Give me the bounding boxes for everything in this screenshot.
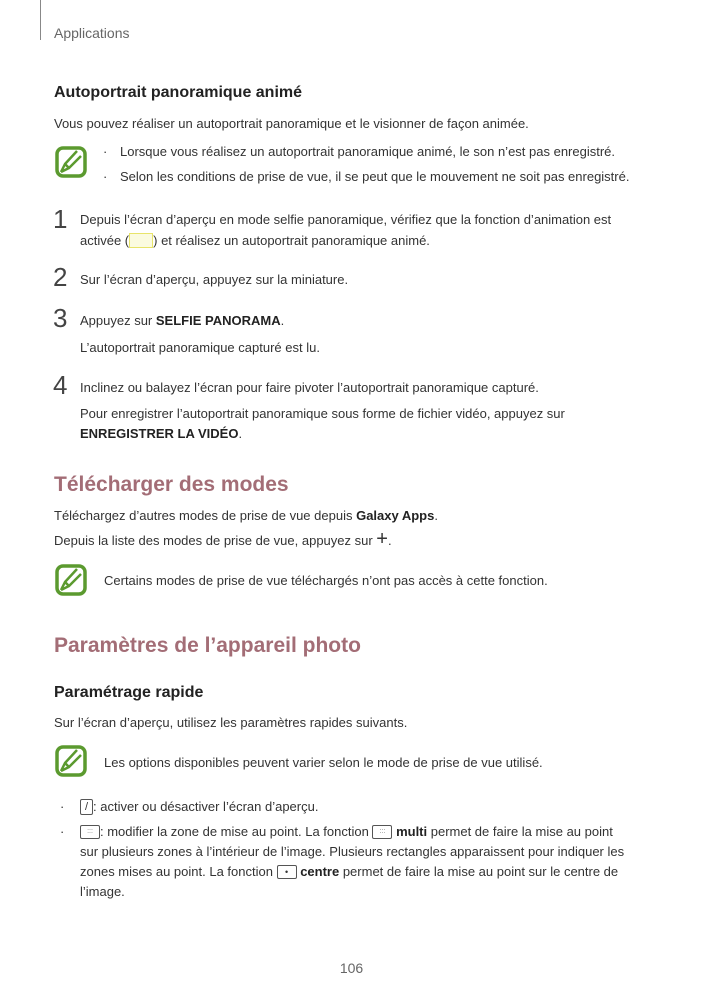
- note-pen-icon: [55, 745, 87, 777]
- header-divider: [40, 0, 41, 40]
- section-title-autoportrait: Autoportrait panoramique animé: [54, 84, 303, 101]
- preview-toggle-icon: /: [80, 799, 93, 815]
- list-item: · ::: : modifier la zone de mise au point. La fonction ::: multi permet de faire la mise au point: [60, 824, 613, 839]
- step-text: Sur l’écran d’aperçu, appuyez sur la miniature.: [80, 272, 349, 287]
- note-item: · Selon les conditions de prise de vue, il se peut que le mouvement ne soit pas enregistré.: [103, 169, 630, 184]
- step-text: Appuyez sur SELFIE PANORAMA.: [80, 313, 285, 328]
- step-number: 3: [53, 303, 68, 333]
- page-number: 106: [339, 960, 364, 976]
- list-item-continued: zones mises au point. La fonction • centre permet de faire la mise au point sur le centre de: [80, 864, 619, 879]
- center-focus-icon: •: [277, 865, 297, 879]
- section-title-telecharger: Télécharger des modes: [54, 473, 289, 496]
- note-pen-icon: [55, 146, 87, 178]
- paragraph: Téléchargez d’autres modes de prise de vue depuis Galaxy Apps.: [54, 508, 438, 523]
- paragraph: Depuis la liste des modes de prise de vue, appuyez sur +.: [54, 528, 392, 550]
- list-item: · / : activer ou désactiver l’écran d’aperçu.: [60, 799, 319, 814]
- multi-focus-icon: :::: [372, 825, 392, 839]
- step-text: Depuis l’écran d’aperçu en mode selfie panoramique, vérifiez que la fonction d’animation est: [80, 212, 612, 227]
- step-number: 4: [53, 370, 68, 400]
- list-item-continued: l’image.: [80, 884, 125, 899]
- note-pen-icon: [55, 564, 87, 596]
- step-number: 2: [53, 262, 68, 292]
- step-number: 1: [53, 204, 68, 234]
- motion-panorama-icon: [129, 233, 153, 248]
- note-text: Selon les conditions de prise de vue, il se peut que le mouvement ne soit pas enregistré.: [120, 169, 630, 184]
- note-text: Les options disponibles peuvent varier selon le mode de prise de vue utilisé.: [104, 755, 543, 770]
- section-header: Applications: [54, 25, 130, 41]
- step-subtext: L’autoportrait panoramique capturé est lu.: [80, 340, 320, 355]
- step-subtext: Pour enregistrer l’autoportrait panoramique sous forme de fichier vidéo, appuyez sur: [80, 406, 565, 421]
- focus-area-icon: :::: [80, 825, 100, 839]
- step-subtext: ENREGISTRER LA VIDÉO.: [80, 426, 243, 441]
- paragraph: Sur l’écran d’aperçu, utilisez les paramètres rapides suivants.: [54, 715, 408, 730]
- note-text: Lorsque vous réalisez un autoportrait panoramique animé, le son n’est pas enregistré.: [120, 144, 616, 159]
- step-text: Inclinez ou balayez l’écran pour faire pivoter l’autoportrait panoramique capturé.: [80, 380, 539, 395]
- list-item-continued: sur plusieurs zones à l’intérieur de l’image. Plusieurs rectangles apparaissent pour indiquer les: [80, 844, 625, 859]
- note-item: · Lorsque vous réalisez un autoportrait panoramique animé, le son n’est pas enregistré.: [103, 144, 616, 159]
- step-text: activée ( ) et réalisez un autoportrait panoramique animé.: [80, 233, 430, 248]
- section-intro: Vous pouvez réaliser un autoportrait panoramique et le visionner de façon animée.: [54, 116, 529, 131]
- plus-icon: +: [376, 528, 388, 550]
- subsection-title: Paramétrage rapide: [54, 684, 204, 701]
- section-title-parametres: Paramètres de l’appareil photo: [54, 634, 361, 657]
- note-text: Certains modes de prise de vue téléchargés n’ont pas accès à cette fonction.: [104, 573, 548, 588]
